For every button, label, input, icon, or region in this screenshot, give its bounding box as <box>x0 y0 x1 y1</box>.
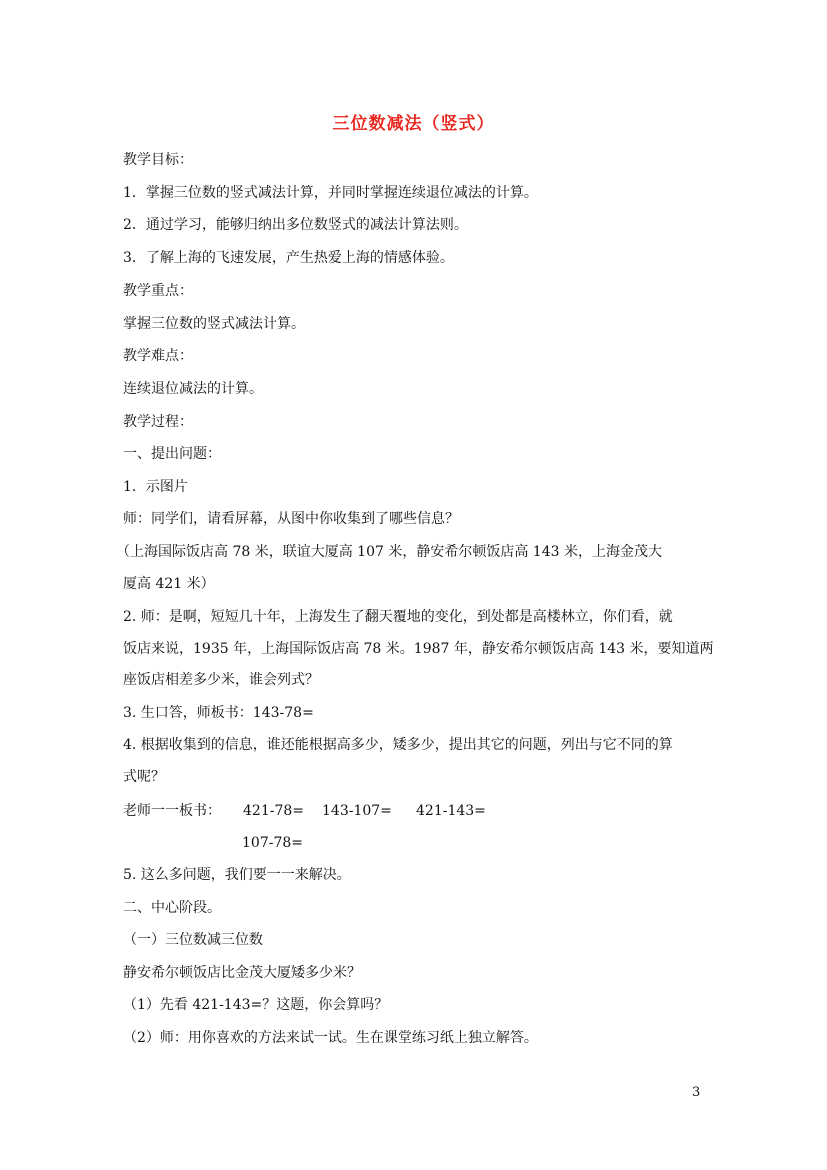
paragraph: （2）师：用你喜欢的方法来试一试。生在课堂练习纸上独立解答。 <box>123 1030 538 1046</box>
paragraph: （上海国际饭店高 78 米，联谊大厦高 107 米，静安希尔顿饭店高 143 米，上海金茂大 <box>116 544 662 560</box>
paragraph: 4. 根据收集到的信息，谁还能根据高多少，矮多少，提出其它的问题，列出与它不同的算 <box>123 737 673 753</box>
paragraph: 掌握三位数的竖式减法计算。 <box>123 316 305 332</box>
paragraph: 5. 这么多问题，我们要一一来解决。 <box>123 867 351 883</box>
paragraph: （1）先看 421-143=？这题，你会算吗？ <box>123 997 389 1013</box>
paragraph: 3. 生口答，师板书：143-78= <box>123 705 314 721</box>
paragraph: 厦高 421 米） <box>123 576 215 592</box>
section-heading-difficulties: 教学难点： <box>123 348 193 364</box>
section-heading-process: 教学过程： <box>123 414 193 430</box>
paragraph: 1．示图片 <box>123 479 188 495</box>
board-formula: 143-107= <box>322 803 392 819</box>
board-formula: 107-78= <box>242 835 303 851</box>
paragraph: 饭店来说，1935 年，上海国际饭店高 78 米。1987 年，静安希尔顿饭店高 143 米，要知道两 <box>123 641 714 657</box>
paragraph: 静安希尔顿饭店比金茂大厦矮多少米？ <box>123 965 361 981</box>
paragraph: 2. 师：是啊，短短几十年，上海发生了翻天覆地的变化，到处都是高楼林立，你们看，就 <box>123 609 673 625</box>
paragraph: 式呢？ <box>123 769 165 785</box>
section-heading-objectives: 教学目标： <box>123 152 193 168</box>
section-heading: 一、提出问题： <box>123 446 221 462</box>
page-title: 三位数减法（竖式） <box>332 114 495 134</box>
paragraph: 1．掌握三位数的竖式减法计算，并同时掌握连续退位减法的计算。 <box>123 185 538 201</box>
paragraph: 座饭店相差多少米，谁会列式？ <box>123 672 319 688</box>
section-heading-key-points: 教学重点： <box>123 283 193 299</box>
subsection-heading: （一）三位数减三位数 <box>123 932 263 948</box>
board-label: 老师一一板书： <box>123 803 221 819</box>
section-heading: 二、中心阶段。 <box>123 900 221 916</box>
page-number: 3 <box>692 1085 701 1100</box>
paragraph: 3．了解上海的飞速发展，产生热爱上海的情感体验。 <box>123 250 454 266</box>
board-formula: 421-143= <box>416 803 486 819</box>
board-formula: 421-78= <box>243 803 304 819</box>
paragraph: 2．通过学习，能够归纳出多位数竖式的减法计算法则。 <box>123 217 468 233</box>
paragraph: 师：同学们，请看屏幕，从图中你收集到了哪些信息？ <box>123 511 459 527</box>
paragraph: 连续退位减法的计算。 <box>123 381 263 397</box>
